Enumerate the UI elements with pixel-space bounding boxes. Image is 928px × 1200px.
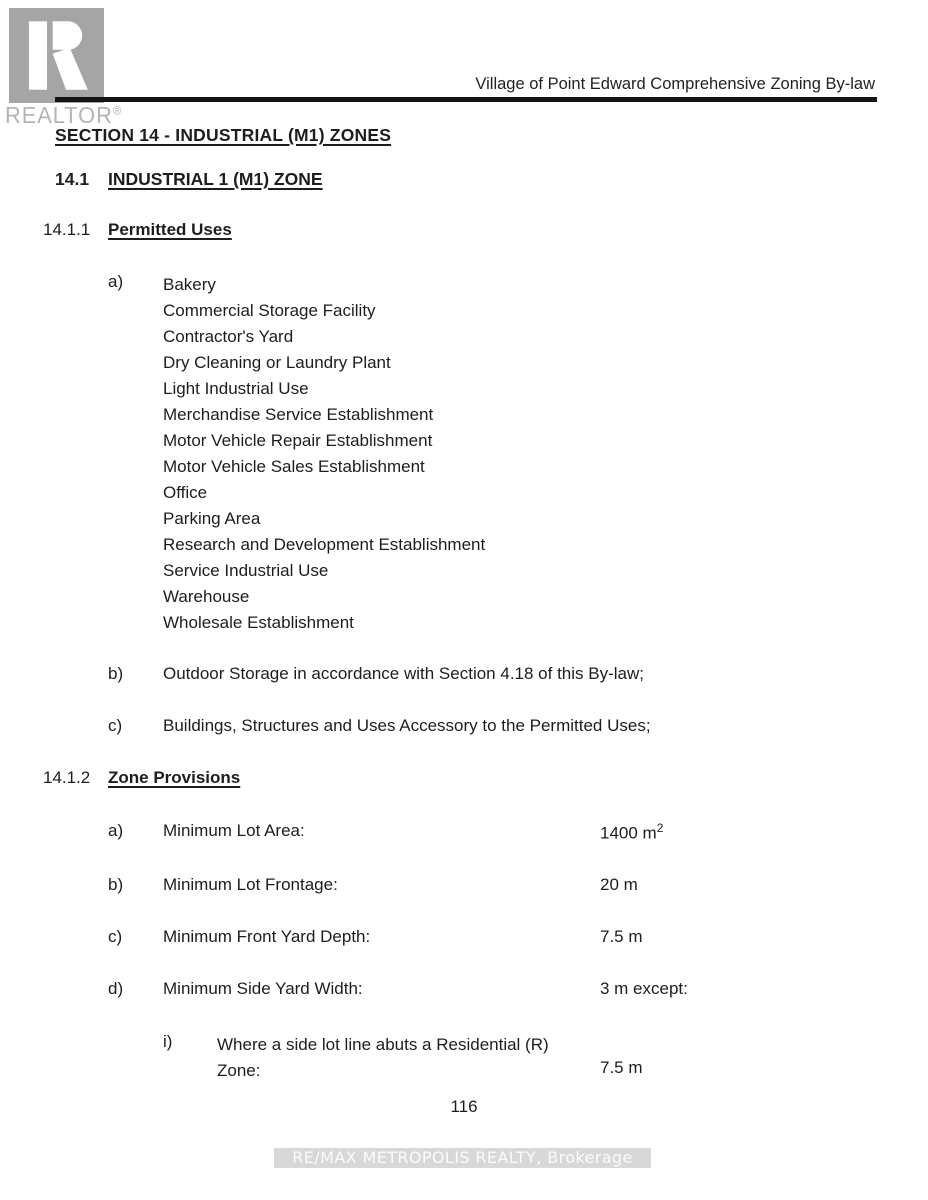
list-item: Light Industrial Use [163,379,309,398]
list-item: Office [163,483,208,502]
list-item-b: Outdoor Storage in accordance with Section 4.18 of this By-law; [163,664,644,683]
heading-14-1-2-number: 14.1.2 [43,768,91,787]
provision-label: Minimum Lot Frontage: [163,875,338,894]
provision-marker: b) [108,875,124,894]
provision-row-lot-area [0,821,928,843]
provision-marker: c) [108,927,123,946]
header-title: Village of Point Edward Comprehensive Zoning By-law [475,75,875,93]
provision-row-lot-frontage [0,875,928,897]
list-item: Research and Development Establishment [163,535,486,554]
sub-provision-line1: Where a side lot line abuts a Residential (R) [217,1035,549,1054]
list-item: Dry Cleaning or Laundry Plant [163,353,391,372]
realtor-wordmark-text: REALTOR [5,102,113,128]
sub-provision-value: 7.5 m [600,1058,643,1077]
provision-value: 20 m [600,875,638,894]
provision-marker: a) [108,821,124,840]
provision-value-text: 1400 m [600,823,657,843]
list-marker-a: a) [108,272,124,291]
list-item: Wholesale Establishment [163,613,354,632]
heading-14-1-number: 14.1 [55,169,90,189]
sub-provision-marker: i) [163,1032,173,1051]
realtor-wordmark [5,102,122,129]
list-item: Merchandise Service Establishment [163,405,434,424]
brokerage-watermark: RE/MAX METROPOLIS REALTY, Brokerage [274,1148,651,1168]
heading-14-1-1-title: Permitted Uses [108,220,232,239]
permitted-uses-list [163,272,485,636]
heading-14-1-title: INDUSTRIAL 1 (M1) ZONE [108,169,323,189]
list-item: Motor Vehicle Repair Establishment [163,431,433,450]
provision-value [600,821,663,844]
provision-value: 3 m except: [600,979,688,998]
list-item: Commercial Storage Facility [163,301,376,320]
provision-value-superscript: 2 [656,821,664,835]
header-rule [55,97,877,102]
registered-mark: ® [112,103,123,118]
list-item: Contractor's Yard [163,327,294,346]
provision-row-front-yard [0,927,928,949]
section-14-heading: SECTION 14 - INDUSTRIAL (M1) ZONES [55,125,392,145]
provision-marker: d) [108,979,124,998]
heading-14-1-2 [43,768,240,788]
provision-label: Minimum Side Yard Width: [163,979,363,998]
heading-14-1-2-title: Zone Provisions [108,768,241,787]
page-number: 116 [450,1097,478,1116]
realtor-r-icon [8,8,105,103]
list-marker-c: c) [108,716,123,735]
provision-value: 7.5 m [600,927,643,946]
provision-label: Minimum Front Yard Depth: [163,927,371,946]
provision-row-side-yard [0,979,928,1001]
list-item: Parking Area [163,509,261,528]
list-marker-b: b) [108,664,124,683]
list-item: Service Industrial Use [163,561,329,580]
realtor-logo [8,8,105,103]
list-item: Motor Vehicle Sales Establishment [163,457,425,476]
sub-provision-line2: Zone: [217,1061,261,1080]
heading-14-1-1 [43,220,232,240]
list-item: Bakery [163,275,216,294]
heading-14-1 [55,169,323,190]
heading-14-1-1-number: 14.1.1 [43,220,91,239]
sub-provision-text [217,1032,577,1084]
list-item-c: Buildings, Structures and Uses Accessory to the Permitted Uses; [163,716,651,735]
list-item: Warehouse [163,587,250,606]
provision-label: Minimum Lot Area: [163,821,305,840]
